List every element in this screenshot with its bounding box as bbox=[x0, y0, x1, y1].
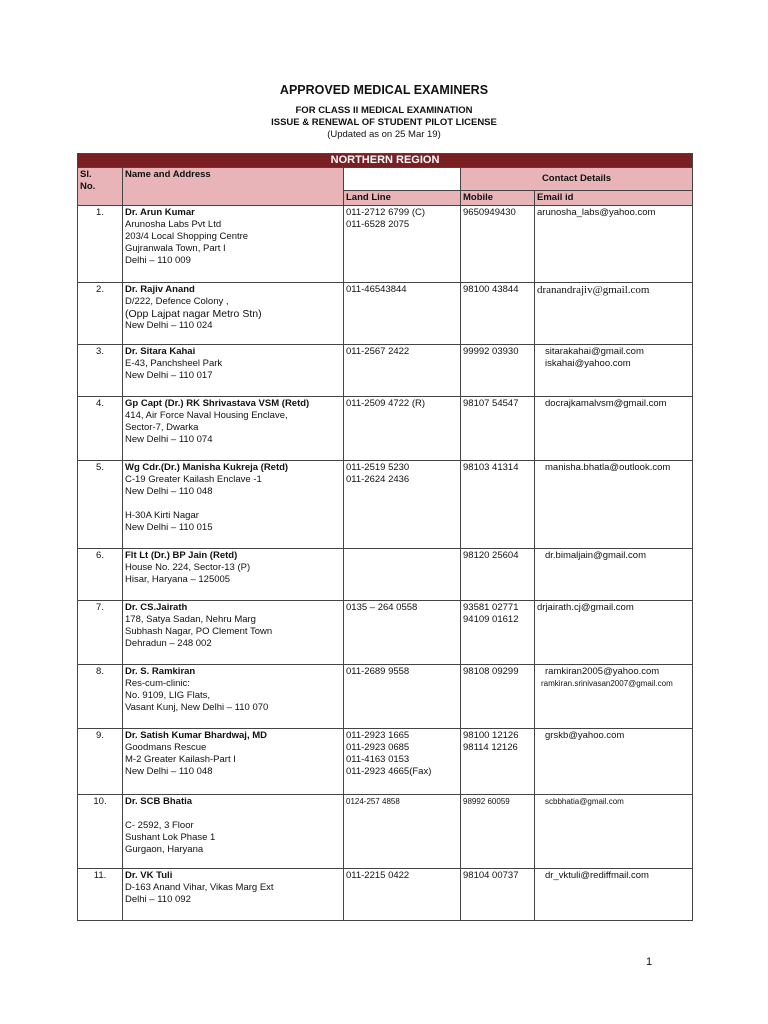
address-spacer bbox=[125, 808, 341, 820]
examiner-name: Dr. S. Ramkiran bbox=[125, 666, 196, 677]
serial-number-cell bbox=[78, 283, 123, 345]
serial-number: 11. bbox=[93, 870, 107, 881]
landline-header: Land Line bbox=[344, 191, 461, 206]
mobile-number: 93581 02771 bbox=[463, 602, 519, 613]
email-cell bbox=[535, 206, 693, 283]
updated-date: (Updated as on 25 Mar 19) bbox=[327, 129, 441, 140]
email-cell bbox=[535, 345, 693, 397]
landline-number: 011-4163 0153 bbox=[346, 754, 410, 765]
serial-number-cell bbox=[78, 869, 123, 921]
email-cell bbox=[535, 283, 693, 345]
mobile-header: Mobile bbox=[461, 191, 535, 206]
address-line: Dehradun – 248 002 bbox=[125, 638, 212, 649]
address-line: Gujranwala Town, Part I bbox=[125, 243, 226, 254]
landline-cell bbox=[344, 601, 461, 665]
landline-cell bbox=[344, 206, 461, 283]
name-address-cell bbox=[123, 283, 344, 345]
landline-number: 011-2567 2422 bbox=[346, 346, 410, 357]
landline-number: 011-2923 1665 bbox=[346, 730, 410, 741]
landline-number: 011-2519 5230 bbox=[346, 462, 410, 473]
examiner-row bbox=[78, 283, 693, 345]
examiner-row bbox=[78, 869, 693, 921]
email-cell bbox=[535, 549, 693, 601]
landline-number: 011-2712 6799 (C) bbox=[346, 207, 426, 218]
mobile-number: 94109 01612 bbox=[463, 614, 519, 625]
landline-number: 011-2923 4665(Fax) bbox=[346, 766, 432, 777]
landline-number: 0124-257 4858 bbox=[346, 797, 400, 806]
region-header-row bbox=[78, 154, 693, 168]
mobile-cell bbox=[461, 397, 535, 461]
examiner-row bbox=[78, 601, 693, 665]
address-line: 203/4 Local Shopping Centre bbox=[125, 231, 249, 242]
address-line: Delhi – 110 092 bbox=[125, 894, 191, 905]
email-cell bbox=[535, 601, 693, 665]
landline-number: 011-2509 4722 (R) bbox=[346, 398, 426, 409]
name-address-cell bbox=[123, 665, 344, 729]
address-line: E-43, Panchsheel Park bbox=[125, 358, 223, 369]
mobile-number: 98992 60059 bbox=[463, 797, 510, 806]
address-line: Sushant Lok Phase 1 bbox=[125, 832, 216, 843]
landline-number: 011-46543844 bbox=[346, 284, 407, 295]
mobile-number: 98120 25604 bbox=[463, 550, 519, 561]
document-title: APPROVED MEDICAL EXAMINERS bbox=[279, 83, 489, 97]
serial-number: 5. bbox=[96, 462, 104, 473]
mobile-cell bbox=[461, 869, 535, 921]
address-line: Subhash Nagar, PO Clement Town bbox=[125, 626, 273, 637]
mobile-number: 98108 09299 bbox=[463, 666, 519, 677]
name-address-cell bbox=[123, 345, 344, 397]
serial-number-cell bbox=[78, 345, 123, 397]
landline-cell bbox=[344, 283, 461, 345]
subtitle-exam-class: FOR CLASS II MEDICAL EXAMINATION bbox=[295, 105, 473, 116]
mobile-cell bbox=[461, 283, 535, 345]
landline-number: 0135 – 264 0558 bbox=[346, 602, 418, 613]
landline-cell bbox=[344, 461, 461, 549]
mobile-number: 98100 43844 bbox=[463, 284, 519, 295]
address-line: New Delhi – 110 015 bbox=[125, 522, 213, 533]
serial-number-cell bbox=[78, 729, 123, 795]
address-line: 414, Air Force Naval Housing Enclave, bbox=[125, 410, 288, 421]
sl-no-header bbox=[78, 168, 123, 206]
mobile-cell bbox=[461, 206, 535, 283]
serial-number-cell bbox=[78, 795, 123, 869]
mobile-number: 9650949430 bbox=[463, 207, 516, 218]
address-line: New Delhi – 110 074 bbox=[125, 434, 213, 445]
email-cell bbox=[535, 795, 693, 869]
examiner-row bbox=[78, 397, 693, 461]
subtitle-license: ISSUE & RENEWAL OF STUDENT PILOT LICENSE bbox=[271, 117, 497, 128]
examiner-name: Wg Cdr.(Dr.) Manisha Kukreja (Retd) bbox=[125, 462, 289, 473]
landline-cell bbox=[344, 549, 461, 601]
table-header-row bbox=[78, 168, 693, 191]
landline-cell bbox=[344, 795, 461, 869]
examiner-name: Gp Capt (Dr.) RK Shrivastava VSM (Retd) bbox=[125, 398, 310, 409]
name-address-cell bbox=[123, 461, 344, 549]
mobile-number: 98103 41314 bbox=[463, 462, 519, 473]
email-header: Email id bbox=[535, 191, 693, 206]
examiner-name: Dr. Satish Kumar Bhardwaj, MD bbox=[125, 730, 268, 741]
email-address: dr_vktuli@rediffmail.com bbox=[545, 870, 649, 881]
serial-number-cell bbox=[78, 397, 123, 461]
sl-header-line1: Sl. bbox=[80, 169, 92, 180]
name-address-cell bbox=[123, 549, 344, 601]
email-address: manisha.bhatla@outlook.com bbox=[545, 462, 671, 473]
serial-number: 1. bbox=[96, 207, 104, 218]
serial-number-cell bbox=[78, 601, 123, 665]
email-cell bbox=[535, 729, 693, 795]
landline-number: 011-6528 2075 bbox=[346, 219, 410, 230]
landline-cell bbox=[344, 345, 461, 397]
email-address: dr.bimaljain@gmail.com bbox=[545, 550, 646, 561]
contact-details-header: Contact Details bbox=[461, 168, 693, 191]
examiner-row bbox=[78, 345, 693, 397]
serial-number: 10. bbox=[93, 796, 107, 807]
address-line: 178, Satya Sadan, Nehru Marg bbox=[125, 614, 256, 625]
address-line: Hisar, Haryana – 125005 bbox=[125, 574, 231, 585]
examiner-name: Dr. Sitara Kahai bbox=[125, 346, 196, 357]
email-cell bbox=[535, 869, 693, 921]
serial-number: 8. bbox=[96, 666, 104, 677]
address-line: New Delhi – 110 024 bbox=[125, 320, 213, 331]
email-address: ramkiran.srinivasan2007@gmail.com bbox=[541, 679, 673, 688]
landline-cell bbox=[344, 729, 461, 795]
examiner-row bbox=[78, 206, 693, 283]
serial-number-cell bbox=[78, 206, 123, 283]
mobile-number: 98104 00737 bbox=[463, 870, 519, 881]
examiner-row bbox=[78, 461, 693, 549]
mobile-cell bbox=[461, 729, 535, 795]
address-line: Gurgaon, Haryana bbox=[125, 844, 204, 855]
address-line: Arunosha Labs Pvt Ltd bbox=[125, 219, 222, 230]
address-line: (Opp Lajpat nagar Metro Stn) bbox=[125, 308, 262, 320]
address-line: C- 2592, 3 Floor bbox=[125, 820, 194, 831]
address-line: No. 9109, LIG Flats, bbox=[125, 690, 211, 701]
mobile-number: 98107 54547 bbox=[463, 398, 519, 409]
address-line: D-163 Anand Vihar, Vikas Marg Ext bbox=[125, 882, 274, 893]
address-line: Vasant Kunj, New Delhi – 110 070 bbox=[125, 702, 269, 713]
name-address-cell bbox=[123, 601, 344, 665]
address-line: C-19 Greater Kailash Enclave -1 bbox=[125, 474, 262, 485]
email-cell bbox=[535, 461, 693, 549]
mobile-cell bbox=[461, 665, 535, 729]
mobile-number: 98100 12126 bbox=[463, 730, 519, 741]
name-address-header: Name and Address bbox=[123, 168, 344, 206]
mobile-number: 98114 12126 bbox=[463, 742, 518, 753]
address-line: Sector-7, Dwarka bbox=[125, 422, 199, 433]
examiner-row bbox=[78, 795, 693, 869]
serial-number: 4. bbox=[96, 398, 104, 409]
email-address: sitarakahai@gmail.com bbox=[545, 346, 644, 357]
examiners-table bbox=[77, 153, 693, 921]
serial-number: 3. bbox=[96, 346, 104, 357]
examiner-name: Dr. SCB Bhatia bbox=[125, 796, 193, 807]
address-line: Res-cum-clinic: bbox=[125, 678, 190, 689]
address-line: House No. 224, Sector-13 (P) bbox=[125, 562, 251, 573]
landline-number: 011-2215 0422 bbox=[346, 870, 410, 881]
serial-number-cell bbox=[78, 461, 123, 549]
landline-cell bbox=[344, 397, 461, 461]
email-address: iskahai@yahoo.com bbox=[545, 358, 631, 369]
address-line: New Delhi – 110 017 bbox=[125, 370, 213, 381]
serial-number: 9. bbox=[96, 730, 104, 741]
name-address-cell bbox=[123, 869, 344, 921]
mobile-cell bbox=[461, 549, 535, 601]
serial-number-cell bbox=[78, 665, 123, 729]
address-line: H-30A Kirti Nagar bbox=[125, 510, 199, 521]
email-cell bbox=[535, 397, 693, 461]
mobile-cell bbox=[461, 345, 535, 397]
examiner-name: Dr. Arun Kumar bbox=[125, 207, 195, 218]
address-line: Goodmans Rescue bbox=[125, 742, 207, 753]
mobile-number: 99992 03930 bbox=[463, 346, 519, 357]
landline-number: 011-2923 0685 bbox=[346, 742, 410, 753]
serial-number-cell bbox=[78, 549, 123, 601]
mobile-cell bbox=[461, 601, 535, 665]
email-address: grskb@yahoo.com bbox=[545, 730, 625, 741]
address-line: New Delhi – 110 048 bbox=[125, 766, 213, 777]
examiner-name: Dr. Rajiv Anand bbox=[125, 284, 195, 295]
address-line: D/222, Defence Colony , bbox=[125, 296, 229, 307]
serial-number: 6. bbox=[96, 550, 104, 561]
email-address: dranandrajiv@gmail.com bbox=[537, 284, 650, 296]
name-address-cell bbox=[123, 795, 344, 869]
sl-header-line2: No. bbox=[80, 181, 96, 192]
email-address: docrajkamalvsm@gmail.com bbox=[545, 398, 667, 409]
address-line: Delhi – 110 009 bbox=[125, 255, 191, 266]
landline-number: 011-2689 9558 bbox=[346, 666, 410, 677]
examiner-row bbox=[78, 729, 693, 795]
name-address-cell bbox=[123, 397, 344, 461]
examiner-row bbox=[78, 665, 693, 729]
examiner-name: Dr. VK Tuli bbox=[125, 870, 173, 881]
email-address: drjairath.cj@gmail.com bbox=[537, 602, 634, 613]
mobile-cell bbox=[461, 461, 535, 549]
mobile-cell bbox=[461, 795, 535, 869]
email-address: ramkiran2005@yahoo.com bbox=[545, 666, 660, 677]
serial-number: 2. bbox=[96, 284, 104, 295]
landline-number: 011-2624 2436 bbox=[346, 474, 410, 485]
landline-header-top bbox=[344, 168, 461, 191]
address-line: New Delhi – 110 048 bbox=[125, 486, 213, 497]
email-address: arunosha_labs@yahoo.com bbox=[537, 207, 656, 218]
examiner-name: Dr. CS.Jairath bbox=[125, 602, 188, 613]
address-spacer bbox=[125, 498, 341, 510]
page-number: 1 bbox=[646, 956, 653, 968]
address-line: M-2 Greater Kailash-Part I bbox=[125, 754, 236, 765]
landline-cell bbox=[344, 869, 461, 921]
examiner-row bbox=[78, 549, 693, 601]
email-address: scbbhatia@gmail.com bbox=[545, 797, 624, 806]
serial-number: 7. bbox=[96, 602, 104, 613]
name-address-cell bbox=[123, 206, 344, 283]
name-address-cell bbox=[123, 729, 344, 795]
landline-cell bbox=[344, 665, 461, 729]
examiner-name: Flt Lt (Dr.) BP Jain (Retd) bbox=[125, 550, 238, 561]
region-label: NORTHERN REGION bbox=[78, 154, 693, 168]
email-cell bbox=[535, 665, 693, 729]
